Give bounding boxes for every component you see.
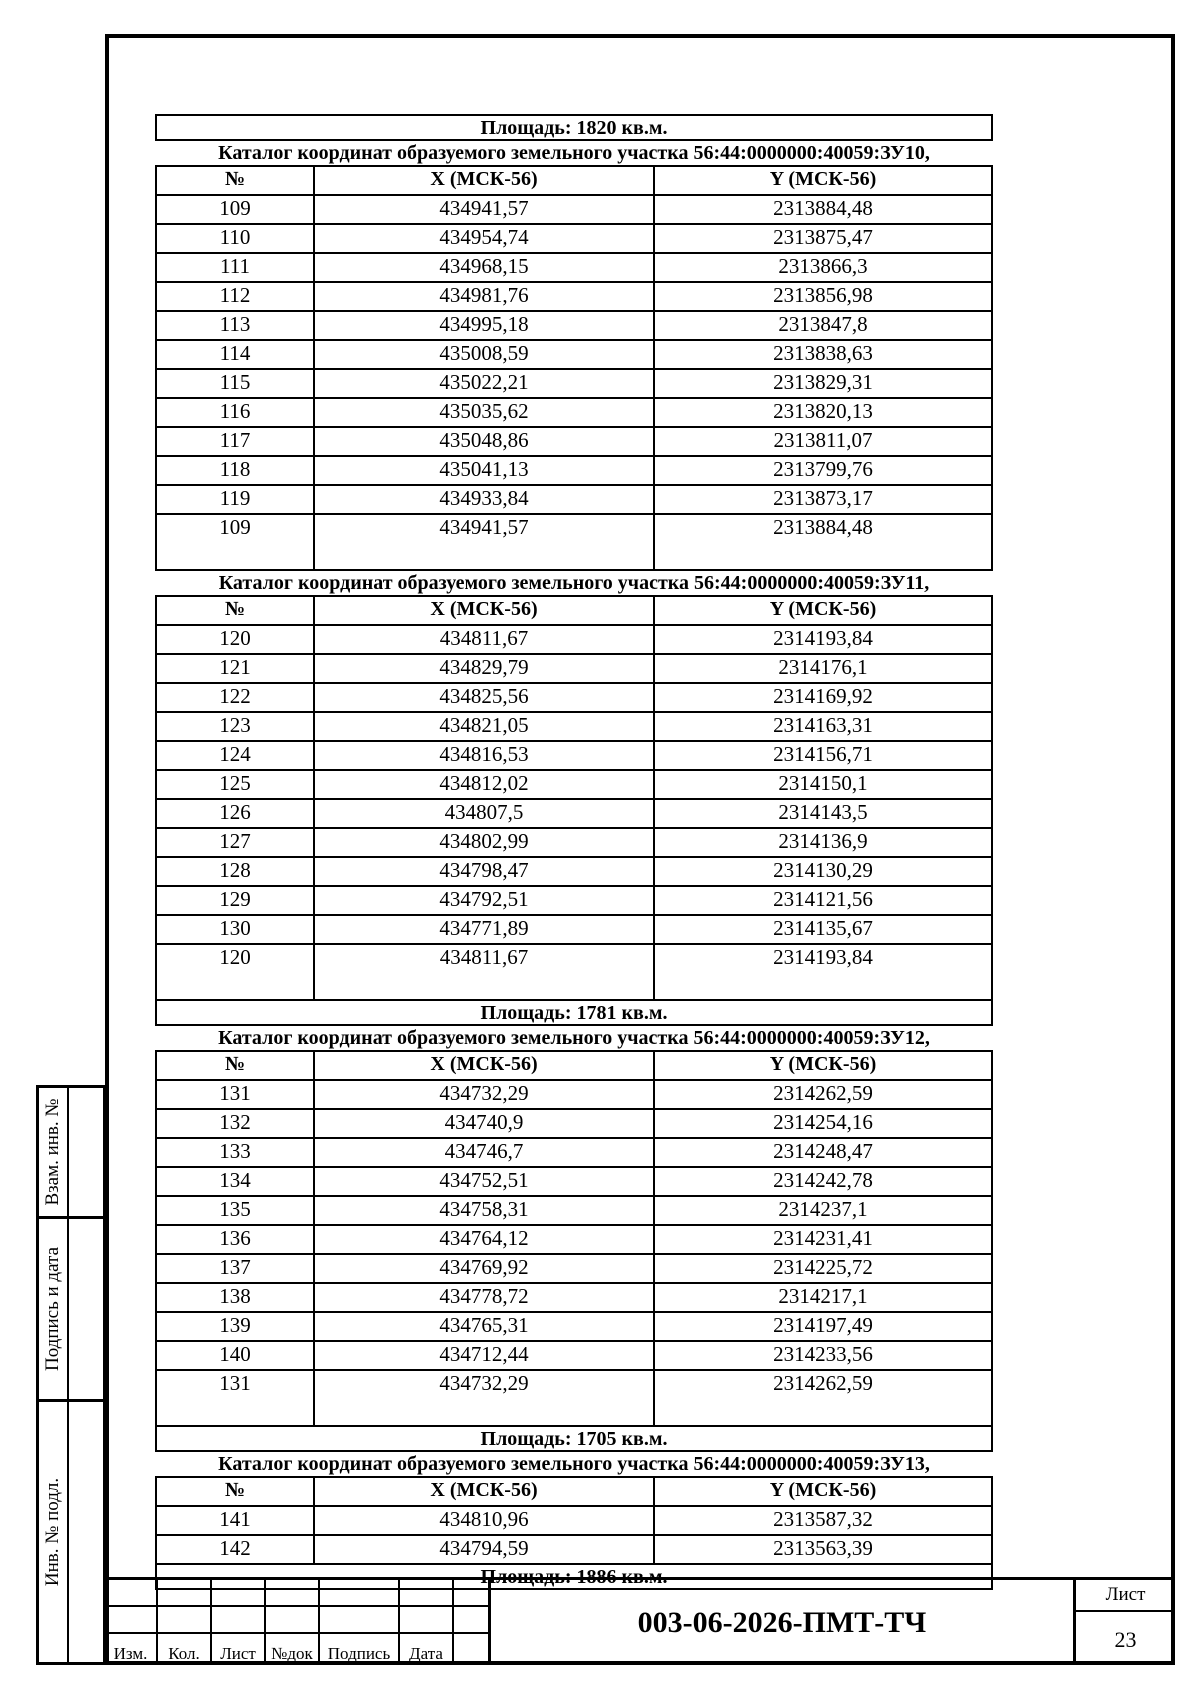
x-coordinate-cell: 434981,76 bbox=[314, 282, 654, 311]
y-coordinate-cell: 2314130,29 bbox=[654, 857, 992, 886]
y-coordinate-cell: 2313820,13 bbox=[654, 398, 992, 427]
column-header: Y (МСК-56) bbox=[654, 166, 992, 195]
y-coordinate-cell: 2314135,67 bbox=[654, 915, 992, 944]
y-coordinate-cell: 2313884,48 bbox=[654, 195, 992, 224]
y-coordinate-cell: 2314225,72 bbox=[654, 1254, 992, 1283]
sheet-box bbox=[1073, 1577, 1175, 1665]
stamp-replaced-inventory bbox=[36, 1085, 106, 1219]
point-number-cell: 113 bbox=[156, 311, 314, 340]
table-row bbox=[156, 398, 992, 427]
point-number-cell: 138 bbox=[156, 1283, 314, 1312]
table-row bbox=[156, 1109, 992, 1138]
y-coordinate-cell: 2313587,32 bbox=[654, 1506, 992, 1535]
column-header: Y (МСК-56) bbox=[654, 596, 992, 625]
document-code: 003-06-2026-ПМТ-ТЧ bbox=[488, 1577, 1073, 1665]
x-coordinate-cell: 434794,59 bbox=[314, 1535, 654, 1564]
table-header-row bbox=[156, 1477, 992, 1506]
x-coordinate-cell: 434792,51 bbox=[314, 886, 654, 915]
table-row bbox=[156, 1370, 992, 1426]
table-row bbox=[156, 253, 992, 282]
column-label: Лист bbox=[220, 1644, 256, 1663]
table-row bbox=[156, 857, 992, 886]
table-row bbox=[156, 311, 992, 340]
point-number-cell: 109 bbox=[156, 514, 314, 570]
point-number-cell: 120 bbox=[156, 625, 314, 654]
x-coordinate-cell: 435048,86 bbox=[314, 427, 654, 456]
x-coordinate-cell: 434829,79 bbox=[314, 654, 654, 683]
y-coordinate-cell: 2314193,84 bbox=[654, 625, 992, 654]
y-coordinate-cell: 2314193,84 bbox=[654, 944, 992, 1000]
column-label: №док bbox=[271, 1644, 313, 1663]
point-number-cell: 112 bbox=[156, 282, 314, 311]
point-number-cell: 114 bbox=[156, 340, 314, 369]
table-row bbox=[156, 741, 992, 770]
table-row bbox=[156, 915, 992, 944]
column-label: Дата bbox=[409, 1644, 443, 1663]
grid-column bbox=[266, 1580, 320, 1665]
revision-grid bbox=[105, 1577, 488, 1665]
stamp-label-box bbox=[39, 1219, 69, 1399]
catalog-title: Каталог координат образуемого земельного участка 56:44:0000000:40059:ЗУ10, bbox=[218, 142, 930, 164]
table-header-row bbox=[156, 596, 992, 625]
point-number-cell: 135 bbox=[156, 1196, 314, 1225]
area-label: Площадь: 1820 кв.м. bbox=[155, 114, 993, 141]
coordinates-table bbox=[155, 1050, 993, 1427]
stamp-label-box bbox=[39, 1402, 69, 1662]
table-row bbox=[156, 1254, 992, 1283]
table-row bbox=[156, 683, 992, 712]
x-coordinate-cell: 434798,47 bbox=[314, 857, 654, 886]
point-number-cell: 115 bbox=[156, 369, 314, 398]
column-label: Изм. bbox=[113, 1644, 148, 1663]
y-coordinate-cell: 2314169,92 bbox=[654, 683, 992, 712]
x-coordinate-cell: 435041,13 bbox=[314, 456, 654, 485]
point-number-cell: 140 bbox=[156, 1341, 314, 1370]
table-row bbox=[156, 1506, 992, 1535]
table-row bbox=[156, 799, 992, 828]
table-row bbox=[156, 1196, 992, 1225]
point-number-cell: 109 bbox=[156, 195, 314, 224]
y-coordinate-cell: 2314163,31 bbox=[654, 712, 992, 741]
point-number-cell: 127 bbox=[156, 828, 314, 857]
point-number-cell: 125 bbox=[156, 770, 314, 799]
point-number-cell: 129 bbox=[156, 886, 314, 915]
catalog-title: Каталог координат образуемого земельного участка 56:44:0000000:40059:ЗУ13, bbox=[218, 1453, 930, 1475]
point-number-cell: 142 bbox=[156, 1535, 314, 1564]
table-row bbox=[156, 944, 992, 1000]
x-coordinate-cell: 434821,05 bbox=[314, 712, 654, 741]
table-row bbox=[156, 1535, 992, 1564]
x-coordinate-cell: 434811,67 bbox=[314, 625, 654, 654]
point-number-cell: 110 bbox=[156, 224, 314, 253]
y-coordinate-cell: 2314121,56 bbox=[654, 886, 992, 915]
x-coordinate-cell: 434807,5 bbox=[314, 799, 654, 828]
stamp-original-inventory bbox=[36, 1399, 106, 1665]
y-coordinate-cell: 2314217,1 bbox=[654, 1283, 992, 1312]
table-header-row bbox=[156, 1051, 992, 1080]
table-row bbox=[156, 282, 992, 311]
column-header: X (МСК-56) bbox=[314, 166, 654, 195]
y-coordinate-cell: 2314262,59 bbox=[654, 1080, 992, 1109]
point-number-cell: 141 bbox=[156, 1506, 314, 1535]
x-coordinate-cell: 434995,18 bbox=[314, 311, 654, 340]
column-label: Подпись bbox=[327, 1644, 391, 1663]
table-row bbox=[156, 1167, 992, 1196]
x-coordinate-cell: 434746,7 bbox=[314, 1138, 654, 1167]
y-coordinate-cell: 2314262,59 bbox=[654, 1370, 992, 1426]
point-number-cell: 116 bbox=[156, 398, 314, 427]
table-row bbox=[156, 828, 992, 857]
stamp-label: Подпись и дата bbox=[42, 1246, 63, 1372]
y-coordinate-cell: 2313856,98 bbox=[654, 282, 992, 311]
y-coordinate-cell: 2313866,3 bbox=[654, 253, 992, 282]
title-block bbox=[105, 1577, 1175, 1665]
stamp-signature-date bbox=[36, 1216, 106, 1402]
column-header: Y (МСК-56) bbox=[654, 1051, 992, 1080]
x-coordinate-cell: 434802,99 bbox=[314, 828, 654, 857]
table-row bbox=[156, 1080, 992, 1109]
y-coordinate-cell: 2313799,76 bbox=[654, 456, 992, 485]
table-row bbox=[156, 224, 992, 253]
y-coordinate-cell: 2313875,47 bbox=[654, 224, 992, 253]
x-coordinate-cell: 435035,62 bbox=[314, 398, 654, 427]
x-coordinate-cell: 434825,56 bbox=[314, 683, 654, 712]
point-number-cell: 118 bbox=[156, 456, 314, 485]
x-coordinate-cell: 434712,44 bbox=[314, 1341, 654, 1370]
sheet-label: Лист bbox=[1076, 1580, 1175, 1612]
x-coordinate-cell: 434954,74 bbox=[314, 224, 654, 253]
y-coordinate-cell: 2314233,56 bbox=[654, 1341, 992, 1370]
column-header: № bbox=[156, 166, 314, 195]
table-row bbox=[156, 625, 992, 654]
point-number-cell: 111 bbox=[156, 253, 314, 282]
x-coordinate-cell: 434740,9 bbox=[314, 1109, 654, 1138]
point-number-cell: 136 bbox=[156, 1225, 314, 1254]
y-coordinate-cell: 2314143,5 bbox=[654, 799, 992, 828]
point-number-cell: 120 bbox=[156, 944, 314, 1000]
y-coordinate-cell: 2313847,8 bbox=[654, 311, 992, 340]
point-number-cell: 117 bbox=[156, 427, 314, 456]
table-row bbox=[156, 340, 992, 369]
point-number-cell: 130 bbox=[156, 915, 314, 944]
grid-column bbox=[212, 1580, 266, 1665]
x-coordinate-cell: 434811,67 bbox=[314, 944, 654, 1000]
grid-column bbox=[400, 1580, 454, 1665]
coordinates-table bbox=[155, 595, 993, 1001]
x-coordinate-cell: 434765,31 bbox=[314, 1312, 654, 1341]
x-coordinate-cell: 434933,84 bbox=[314, 485, 654, 514]
coordinates-table bbox=[155, 1476, 993, 1565]
y-coordinate-cell: 2313884,48 bbox=[654, 514, 992, 570]
area-label: Площадь: 1781 кв.м. bbox=[155, 999, 993, 1026]
grid-column bbox=[105, 1580, 158, 1665]
y-coordinate-cell: 2313811,07 bbox=[654, 427, 992, 456]
x-coordinate-cell: 435008,59 bbox=[314, 340, 654, 369]
column-header: № bbox=[156, 1477, 314, 1506]
table-row bbox=[156, 712, 992, 741]
table-row bbox=[156, 369, 992, 398]
x-coordinate-cell: 434968,15 bbox=[314, 253, 654, 282]
y-coordinate-cell: 2314242,78 bbox=[654, 1167, 992, 1196]
area-label: Площадь: 1886 кв.м. bbox=[155, 1563, 993, 1590]
point-number-cell: 132 bbox=[156, 1109, 314, 1138]
catalog-title: Каталог координат образуемого земельного участка 56:44:0000000:40059:ЗУ11, bbox=[218, 572, 930, 594]
grid-column bbox=[158, 1580, 212, 1665]
point-number-cell: 137 bbox=[156, 1254, 314, 1283]
column-header: № bbox=[156, 1051, 314, 1080]
x-coordinate-cell: 434769,92 bbox=[314, 1254, 654, 1283]
y-coordinate-cell: 2314197,49 bbox=[654, 1312, 992, 1341]
x-coordinate-cell: 434771,89 bbox=[314, 915, 654, 944]
point-number-cell: 121 bbox=[156, 654, 314, 683]
table-row bbox=[156, 1283, 992, 1312]
stamp-label-box bbox=[39, 1088, 69, 1216]
catalog-title: Каталог координат образуемого земельного участка 56:44:0000000:40059:ЗУ12, bbox=[218, 1027, 930, 1049]
column-header: X (МСК-56) bbox=[314, 1051, 654, 1080]
y-coordinate-cell: 2314136,9 bbox=[654, 828, 992, 857]
point-number-cell: 133 bbox=[156, 1138, 314, 1167]
point-number-cell: 126 bbox=[156, 799, 314, 828]
coordinate-catalog bbox=[155, 114, 993, 1590]
column-header: № bbox=[156, 596, 314, 625]
y-coordinate-cell: 2313563,39 bbox=[654, 1535, 992, 1564]
x-coordinate-cell: 434778,72 bbox=[314, 1283, 654, 1312]
table-row bbox=[156, 770, 992, 799]
grid-column bbox=[320, 1580, 400, 1665]
column-header: X (МСК-56) bbox=[314, 596, 654, 625]
coordinates-table bbox=[155, 165, 993, 571]
y-coordinate-cell: 2314231,41 bbox=[654, 1225, 992, 1254]
table-row bbox=[156, 195, 992, 224]
x-coordinate-cell: 434941,57 bbox=[314, 195, 654, 224]
point-number-cell: 128 bbox=[156, 857, 314, 886]
x-coordinate-cell: 435022,21 bbox=[314, 369, 654, 398]
y-coordinate-cell: 2314237,1 bbox=[654, 1196, 992, 1225]
point-number-cell: 131 bbox=[156, 1080, 314, 1109]
table-row bbox=[156, 456, 992, 485]
y-coordinate-cell: 2314176,1 bbox=[654, 654, 992, 683]
point-number-cell: 122 bbox=[156, 683, 314, 712]
y-coordinate-cell: 2314254,16 bbox=[654, 1109, 992, 1138]
table-row bbox=[156, 427, 992, 456]
x-coordinate-cell: 434810,96 bbox=[314, 1506, 654, 1535]
column-label: Кол. bbox=[168, 1644, 200, 1663]
point-number-cell: 139 bbox=[156, 1312, 314, 1341]
x-coordinate-cell: 434816,53 bbox=[314, 741, 654, 770]
table-row bbox=[156, 654, 992, 683]
point-number-cell: 134 bbox=[156, 1167, 314, 1196]
y-coordinate-cell: 2314150,1 bbox=[654, 770, 992, 799]
point-number-cell: 123 bbox=[156, 712, 314, 741]
point-number-cell: 119 bbox=[156, 485, 314, 514]
sheet-number: 23 bbox=[1114, 1627, 1137, 1652]
y-coordinate-cell: 2314156,71 bbox=[654, 741, 992, 770]
x-coordinate-cell: 434812,02 bbox=[314, 770, 654, 799]
point-number-cell: 124 bbox=[156, 741, 314, 770]
table-row bbox=[156, 1312, 992, 1341]
y-coordinate-cell: 2313873,17 bbox=[654, 485, 992, 514]
x-coordinate-cell: 434758,31 bbox=[314, 1196, 654, 1225]
x-coordinate-cell: 434732,29 bbox=[314, 1370, 654, 1426]
x-coordinate-cell: 434764,12 bbox=[314, 1225, 654, 1254]
stamp-label: Взам. инв. № bbox=[42, 1098, 63, 1206]
point-number-cell: 131 bbox=[156, 1370, 314, 1426]
table-row bbox=[156, 485, 992, 514]
y-coordinate-cell: 2313829,31 bbox=[654, 369, 992, 398]
column-header: X (МСК-56) bbox=[314, 1477, 654, 1506]
area-label: Площадь: 1705 кв.м. bbox=[155, 1425, 993, 1452]
x-coordinate-cell: 434752,51 bbox=[314, 1167, 654, 1196]
table-row bbox=[156, 514, 992, 570]
table-row bbox=[156, 1225, 992, 1254]
table-row bbox=[156, 1138, 992, 1167]
x-coordinate-cell: 434941,57 bbox=[314, 514, 654, 570]
x-coordinate-cell: 434732,29 bbox=[314, 1080, 654, 1109]
table-header-row bbox=[156, 166, 992, 195]
stamp-label: Инв. № подл. bbox=[42, 1477, 63, 1587]
y-coordinate-cell: 2314248,47 bbox=[654, 1138, 992, 1167]
table-row bbox=[156, 1341, 992, 1370]
table-row bbox=[156, 886, 992, 915]
column-header: Y (МСК-56) bbox=[654, 1477, 992, 1506]
y-coordinate-cell: 2313838,63 bbox=[654, 340, 992, 369]
